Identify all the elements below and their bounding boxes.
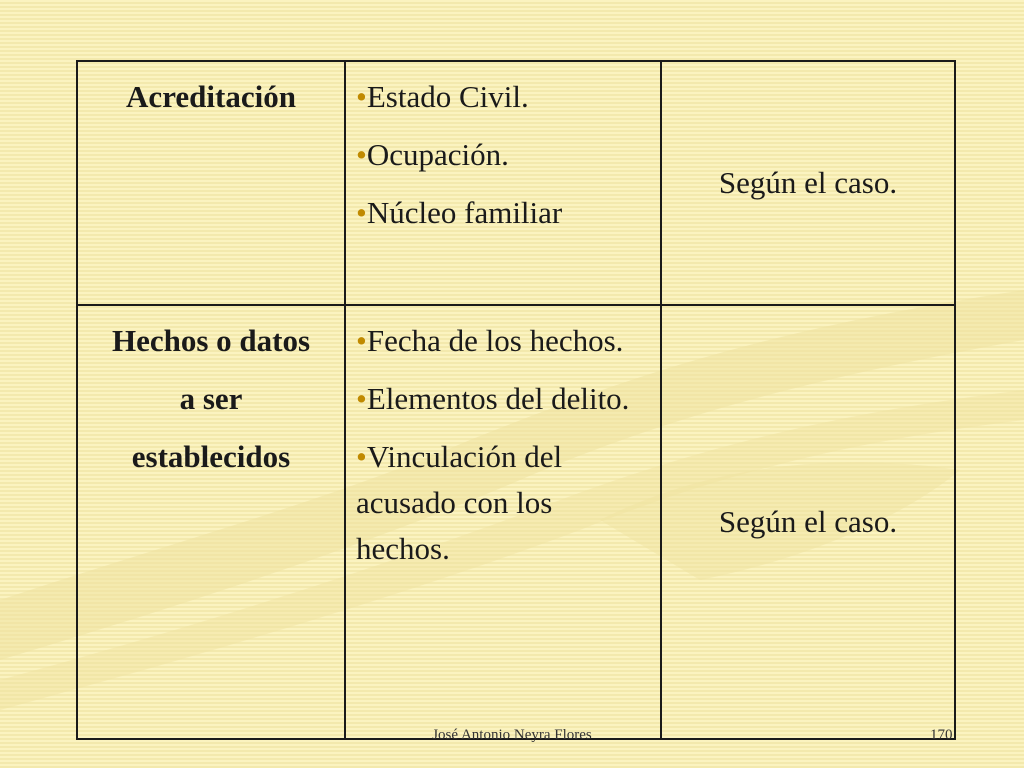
bullet-icon: • xyxy=(356,137,367,172)
bullet-text: Ocupación. xyxy=(366,137,509,172)
bullet-icon: • xyxy=(356,323,367,358)
page-number: 170 xyxy=(930,727,953,743)
bullet-list xyxy=(346,62,660,236)
list-item xyxy=(356,132,650,178)
bullet-icon: • xyxy=(356,195,367,230)
content-table xyxy=(76,60,956,740)
list-item xyxy=(356,74,650,120)
bullet-icon: • xyxy=(356,79,367,114)
table-row xyxy=(77,61,955,305)
row-header-acreditacion xyxy=(77,61,345,305)
bullet-text: Elementos del delito. xyxy=(366,381,630,416)
row-header-hechos xyxy=(77,305,345,739)
list-item xyxy=(356,318,650,364)
bullet-list xyxy=(346,306,660,572)
list-item xyxy=(356,190,650,236)
bullet-text: Estado Civil. xyxy=(366,79,529,114)
bullet-icon: • xyxy=(356,381,367,416)
value-cell: Según el caso. xyxy=(661,305,955,739)
bullet-cell xyxy=(345,61,661,305)
row-header-line: Acreditación xyxy=(126,79,296,114)
bullet-text: Núcleo familiar xyxy=(366,195,563,230)
bullet-text: Vinculación del acusado con los hechos. xyxy=(356,439,563,566)
bullet-cell xyxy=(345,305,661,739)
bullet-icon: • xyxy=(356,439,367,474)
row-header-line: a ser xyxy=(179,381,243,416)
value-cell: Según el caso. xyxy=(661,61,955,305)
list-item xyxy=(356,434,650,572)
table-row xyxy=(77,305,955,739)
list-item xyxy=(356,376,650,422)
row-header-line: establecidos xyxy=(131,439,291,474)
row-header-line: Hechos o datos xyxy=(111,323,311,358)
bullet-text: Fecha de los hechos. xyxy=(366,323,624,358)
footer-author: José Antonio Neyra Flores xyxy=(432,727,592,743)
